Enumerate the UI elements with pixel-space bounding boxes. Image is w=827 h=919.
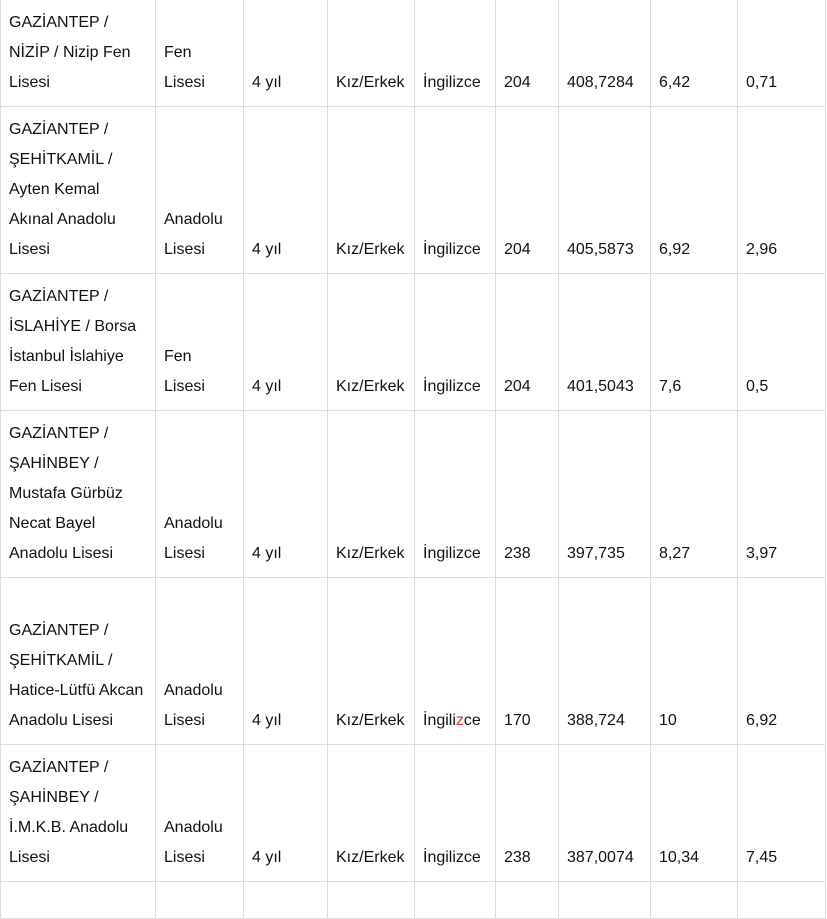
school-name-cell: GAZİANTEP / ŞAHİNBEY / İ.M.K.B. Anadolu Lisesi	[1, 745, 156, 882]
quota-cell: 238	[496, 411, 559, 578]
quota-cell: 238	[496, 745, 559, 882]
school-name-cell: GAZİANTEP / İSLAHİYE / Borsa İstanbul İslahiye Fen Lisesi	[1, 274, 156, 411]
gender-cell: Kız/Erkek	[328, 0, 415, 107]
empty-cell	[738, 882, 826, 919]
language-cell: İngilizce	[415, 107, 496, 274]
table-row	[1, 107, 826, 274]
language-cell: İngilizce	[415, 411, 496, 578]
score-cell: 387,0074	[559, 745, 651, 882]
duration-cell: 4 yıl	[244, 0, 328, 107]
empty-cell	[328, 882, 415, 919]
percentile-cell: 0,5	[738, 274, 826, 411]
school-name-cell: GAZİANTEP / NİZİP / Nizip Fen Lisesi	[1, 0, 156, 107]
language-text-part: ce	[463, 712, 481, 729]
table-row	[1, 411, 826, 578]
school-type-cell: Anadolu Lisesi	[156, 107, 244, 274]
duration-cell: 4 yıl	[244, 578, 328, 745]
percentile-cell: 6,92	[651, 107, 738, 274]
table-row	[1, 745, 826, 882]
school-type-cell: Fen Lisesi	[156, 274, 244, 411]
highlighted-letter: z	[455, 712, 464, 729]
gender-cell: Kız/Erkek	[328, 274, 415, 411]
table-row	[1, 882, 826, 919]
quota-cell: 204	[496, 274, 559, 411]
language-cell: İngilizce	[415, 745, 496, 882]
table-row	[1, 0, 826, 107]
school-type-cell: Anadolu Lisesi	[156, 745, 244, 882]
quota-cell: 204	[496, 0, 559, 107]
percentile-cell: 7,6	[651, 274, 738, 411]
table-row	[1, 578, 826, 745]
percentile-cell: 7,45	[738, 745, 826, 882]
empty-cell	[415, 882, 496, 919]
empty-cell	[244, 882, 328, 919]
language-cell: İngilizce	[415, 0, 496, 107]
percentile-cell: 6,92	[738, 578, 826, 745]
percentile-cell: 10,34	[651, 745, 738, 882]
empty-cell	[651, 882, 738, 919]
quota-cell: 204	[496, 107, 559, 274]
percentile-cell: 10	[651, 578, 738, 745]
duration-cell: 4 yıl	[244, 274, 328, 411]
duration-cell: 4 yıl	[244, 411, 328, 578]
duration-cell: 4 yıl	[244, 107, 328, 274]
score-cell: 405,5873	[559, 107, 651, 274]
school-name-cell: GAZİANTEP / ŞAHİNBEY / Mustafa Gürbüz Necat Bayel Anadolu Lisesi	[1, 411, 156, 578]
empty-cell	[496, 882, 559, 919]
gender-cell: Kız/Erkek	[328, 745, 415, 882]
gender-cell: Kız/Erkek	[328, 578, 415, 745]
language-cell	[415, 578, 496, 745]
school-type-cell: Anadolu Lisesi	[156, 411, 244, 578]
score-cell: 401,5043	[559, 274, 651, 411]
duration-cell: 4 yıl	[244, 745, 328, 882]
empty-cell	[559, 882, 651, 919]
gender-cell: Kız/Erkek	[328, 107, 415, 274]
percentile-cell: 8,27	[651, 411, 738, 578]
empty-cell	[1, 882, 156, 919]
score-cell: 408,7284	[559, 0, 651, 107]
percentile-cell: 3,97	[738, 411, 826, 578]
school-type-cell: Anadolu Lisesi	[156, 578, 244, 745]
score-cell: 397,735	[559, 411, 651, 578]
language-text-part: İngili	[423, 712, 456, 729]
school-name-cell: GAZİANTEP / ŞEHİTKAMİL / Ayten Kemal Akınal Anadolu Lisesi	[1, 107, 156, 274]
school-type-cell: Fen Lisesi	[156, 0, 244, 107]
table-row	[1, 274, 826, 411]
quota-cell: 170	[496, 578, 559, 745]
percentile-cell: 0,71	[738, 0, 826, 107]
score-cell: 388,724	[559, 578, 651, 745]
empty-cell	[156, 882, 244, 919]
percentile-cell: 6,42	[651, 0, 738, 107]
language-cell: İngilizce	[415, 274, 496, 411]
percentile-cell: 2,96	[738, 107, 826, 274]
school-name-cell: GAZİANTEP / ŞEHİTKAMİL / Hatice-Lütfü Akcan Anadolu Lisesi	[1, 578, 156, 745]
gender-cell: Kız/Erkek	[328, 411, 415, 578]
